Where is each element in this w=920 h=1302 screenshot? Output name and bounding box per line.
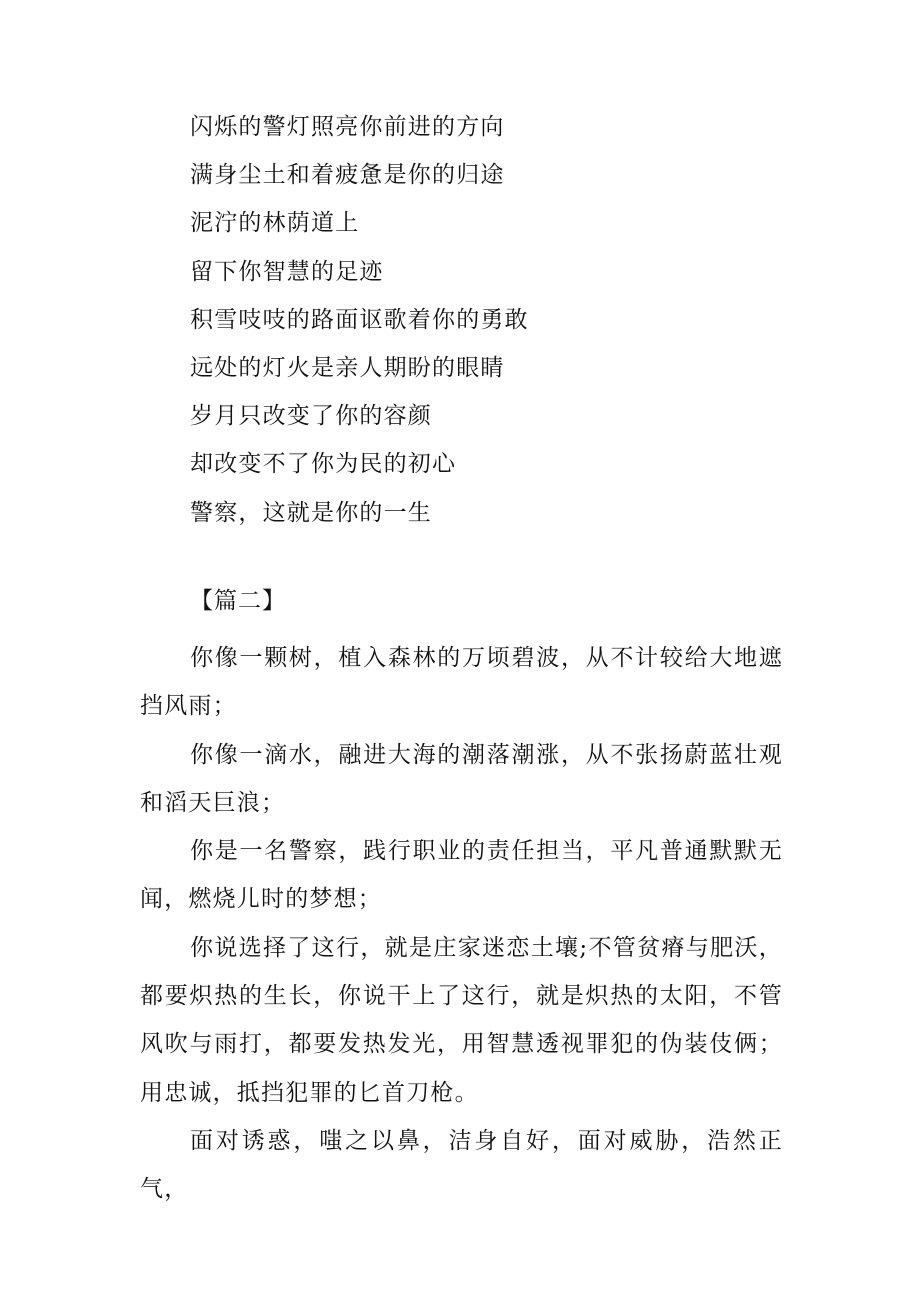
poem-block [190,103,790,537]
paragraph: 你像一颗树，植入森林的万顷碧波，从不计较给大地遮挡风雨； [140,645,783,720]
poem-line: 满身尘土和着疲惫是你的归途 [190,162,505,189]
prose-block [140,634,783,1214]
poem-line: 闪烁的警灯照亮你前进的方向 [190,114,505,140]
poem-line: 泥泞的林荫道上 [190,210,360,237]
paragraph: 你像一滴水，融进大海的潮落潮涨，从不张扬蔚蓝壮观和滔天巨浪； [140,741,783,816]
poem-line: 远处的灯火是亲人期盼的眼睛 [190,354,505,381]
paragraph: 你说选择了这行，就是庄家迷恋土壤;不管贫瘠与肥沃，都要炽热的生长，你说干上了这行，就是炽热的太阳，不管风吹与雨打，都要发热发光，用智慧透视罪犯的伪装伎俩；用忠诚，抵挡犯罪的匕首刀枪。 [140,934,783,1106]
section-heading: 【篇二】 [190,588,286,614]
poem-line: 岁月只改变了你的容颜 [190,403,432,430]
poem-line: 积雪吱吱的路面讴歌着你的勇敢 [190,306,529,333]
paragraph: 面对诱惑，嗤之以鼻，洁身自好，面对威胁，浩然正气， [140,1127,783,1203]
poem-line: 却改变不了你为民的初心 [190,451,457,478]
poem-line: 警察，这就是你的一生 [190,499,432,526]
poem-line: 留下你智慧的足迹 [190,258,384,285]
paragraph: 你是一名警察，践行职业的责任担当，平凡普通默默无闻，燃烧儿时的梦想； [140,838,783,913]
